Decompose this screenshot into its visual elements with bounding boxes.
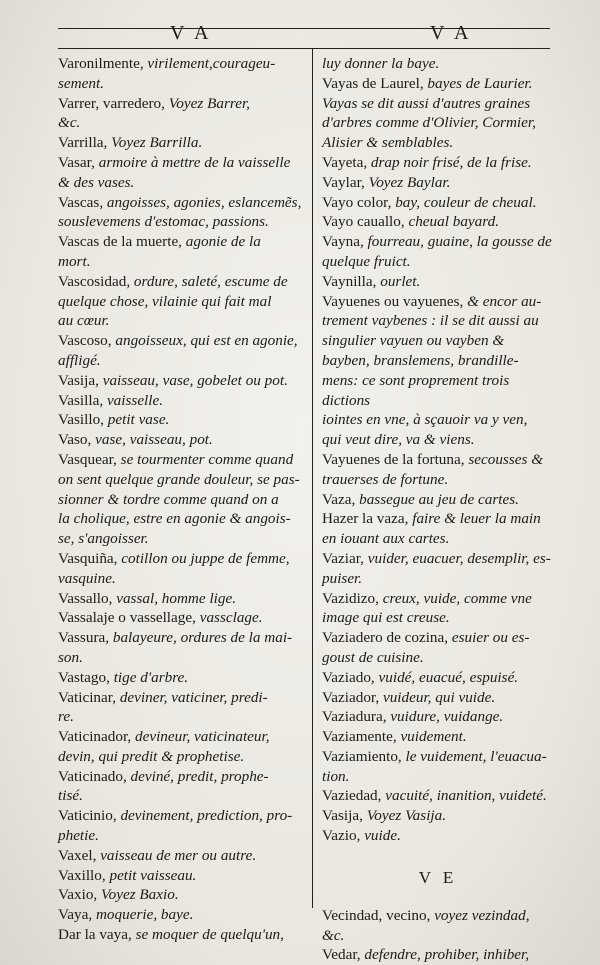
headword: Varrer, varredero, [58, 94, 165, 112]
headword: Vayas de Laurel, [322, 74, 424, 92]
definition: vuide. [360, 827, 401, 845]
dictionary-entry [322, 509, 554, 549]
definition-continued: Vayas se dit aussi d'autres graines [322, 94, 531, 112]
headword: Vazio, [322, 827, 361, 845]
definition: Voyez Barrilla. [107, 134, 203, 152]
definition: balayeure, ordures de la mai- [109, 629, 293, 647]
dictionary-entry [58, 371, 304, 391]
definition-continued: sement. [58, 74, 104, 92]
definition-continued: vasquine. [58, 569, 116, 587]
definition: petit vase. [103, 411, 170, 429]
dictionary-entry [58, 628, 304, 668]
definition: vacuité, inanition, vuideté. [381, 787, 547, 805]
dictionary-entry [322, 747, 554, 787]
definition-continued: goust de cuisine. [322, 648, 424, 666]
definition: vuider, euacuer, desemplir, es- [363, 549, 551, 567]
running-head-right: V A [430, 22, 472, 44]
dictionary-entry [322, 490, 554, 510]
dictionary-entry [322, 688, 554, 708]
dictionary-entry [322, 628, 554, 668]
headword: Vassallo, [58, 589, 113, 607]
headword: Vecindad, vecino, [322, 906, 431, 924]
dictionary-entry [322, 173, 554, 193]
headword: Vaticinado, [58, 767, 127, 785]
definition-continued: quelque chose, vilainie qui fait mal [58, 292, 272, 310]
dictionary-entry [58, 608, 304, 628]
definition-continued: quelque fruict. [322, 252, 411, 270]
dictionary-entry [322, 906, 554, 946]
definition: ourlet. [376, 272, 421, 290]
dictionary-entry [58, 846, 304, 866]
dictionary-entry [322, 272, 554, 292]
definition: agonie de la [181, 233, 261, 251]
definition: bayes de Laurier. [423, 74, 533, 92]
section-heading: V E [418, 867, 458, 887]
headword: Vasija, [322, 807, 363, 825]
definition: vase, vaisseau, pot. [91, 431, 213, 449]
definition-continued: souslevemens d'estomac, passions. [58, 213, 269, 231]
definition-continued: sionner & tordre comme quand on a [58, 490, 279, 508]
left-column [58, 54, 304, 945]
definition-continued: phetie. [58, 827, 99, 845]
dictionary-entry [58, 806, 304, 846]
dictionary-entry [58, 331, 304, 371]
headword: Vayuenes de la fortuna, [322, 450, 465, 468]
definition: deviner, vaticiner, predi- [116, 688, 268, 706]
headword: Varonilmente, [58, 55, 144, 72]
dictionary-entry [58, 866, 304, 886]
dictionary-entry [322, 153, 554, 173]
definition-continued: devin, qui predit & prophetise. [58, 747, 245, 765]
dictionary-entry [322, 945, 554, 965]
definition: Voyez Vasija. [362, 807, 447, 825]
dictionary-entry [58, 589, 304, 609]
headword: Vaziadura, [322, 708, 387, 726]
headword: Vayo color, [322, 193, 392, 211]
definition-continued: trauerses de fortune. [322, 470, 449, 488]
header-rule-bottom [58, 48, 550, 49]
definition-continued: d'arbres comme d'Olivier, Cormier, [322, 114, 536, 132]
headword: Vaza, [322, 490, 356, 508]
headword: Vaziador, [322, 688, 380, 706]
headword: Vaylar, [322, 173, 365, 191]
definition-continued: la cholique, estre en agonie & angois- [58, 510, 291, 528]
definition: bassegue au jeu de cartes. [355, 490, 519, 508]
definition-continued: qui veut dire, va & viens. [322, 431, 475, 449]
headword: Vayo cauallo, [322, 213, 405, 231]
dictionary-entry [58, 153, 304, 193]
definition: vuidement. [396, 728, 467, 746]
headword: Vaziamente, [322, 728, 397, 746]
definition-continued: re. [58, 708, 74, 726]
dictionary-entry [58, 54, 304, 94]
headword: Varrilla, [58, 134, 108, 152]
dictionary-entry [322, 589, 554, 629]
definition-continued: puiser. [322, 569, 363, 587]
definition-continued: mens: ce sont proprement trois dictions [322, 371, 510, 409]
headword: Vaziamiento, [322, 747, 402, 765]
definition: vuidure, vuidange. [386, 708, 504, 726]
dictionary-entry [58, 391, 304, 411]
definition: virilement,courageu- [143, 55, 276, 72]
headword: Vaziedad, [322, 787, 382, 805]
dictionary-entry [58, 668, 304, 688]
definition: deviné, predit, prophe- [126, 767, 269, 785]
headword: Vaxel, [58, 846, 97, 864]
headword: Vayuenes ou vayuenes, [322, 292, 464, 310]
headword: Vassalaje o vassellage, [58, 609, 196, 627]
definition: cheual bayard. [404, 213, 499, 231]
dictionary-entry [322, 74, 554, 153]
dictionary-entry [322, 193, 554, 213]
definition-continued: singulier vayuen ou vayben & [322, 332, 505, 350]
definition-continued: Alisier & semblables. [322, 134, 454, 152]
headword: Vaziar, [322, 549, 364, 567]
definition: faire & leuer la main [408, 510, 541, 528]
dictionary-entry [58, 905, 304, 925]
dictionary-entry [58, 232, 304, 272]
dictionary-entry [322, 54, 554, 74]
headword: Vedar, [322, 946, 361, 964]
headword: Vaticinio, [58, 807, 117, 825]
dictionary-entry [58, 430, 304, 450]
dictionary-entry [58, 410, 304, 430]
definition: vaisseau de mer ou autre. [96, 846, 257, 864]
headword: Vazidizo, [322, 589, 379, 607]
dictionary-entry [322, 786, 554, 806]
dictionary-entry [58, 272, 304, 331]
definition: defendre, prohiber, inhiber, [360, 946, 530, 964]
definition-continued: image qui est creuse. [322, 609, 450, 627]
dictionary-entry [322, 212, 554, 232]
dictionary-entry [58, 193, 304, 233]
definition: ordure, saleté, escume de [130, 272, 288, 290]
headword: Vasilla, [58, 391, 104, 409]
headword: Vascoso, [58, 332, 112, 350]
definition: vuideur, qui vuide. [379, 688, 496, 706]
headword: Vaxillo, [58, 866, 106, 884]
definition-continued: en iouant aux cartes. [322, 530, 450, 548]
definition: Voyez Baxio. [97, 886, 179, 904]
headword: Vayeta, [322, 153, 368, 171]
definition: tige d'arbre. [109, 668, 189, 686]
headword: Vassura, [58, 629, 110, 647]
dictionary-entry [322, 806, 554, 826]
headword: Vaziado, [322, 668, 375, 686]
definition: Voyez Barrer, [164, 94, 250, 112]
dictionary-entry [322, 727, 554, 747]
dictionary-entry [58, 727, 304, 767]
running-head-left: V A [170, 22, 212, 44]
headword: Vascas, [58, 193, 104, 211]
dictionary-entry [58, 925, 304, 945]
right-column [322, 54, 554, 965]
definition: vaisseau, vase, gobelet ou pot. [98, 371, 288, 389]
definition: devinement, prediction, pro- [116, 807, 293, 825]
definition: drap noir frisé, de la frise. [367, 153, 532, 171]
definition-continued: &c. [58, 114, 81, 132]
definition: le vuidement, l'euacua- [401, 747, 547, 765]
definition: luy donner la baye. [322, 55, 440, 72]
dictionary-entry [322, 668, 554, 688]
dictionary-entry [58, 133, 304, 153]
headword: Vascas de la muerte, [58, 233, 182, 251]
definition: se tourmenter comme quand [116, 450, 294, 468]
definition: Voyez Baylar. [364, 173, 451, 191]
definition-continued: mort. [58, 252, 91, 270]
dictionary-entry [322, 707, 554, 727]
definition: & encor au- [463, 292, 542, 310]
dictionary-entry [58, 885, 304, 905]
headword: Vasquear, [58, 450, 117, 468]
definition: esuier ou es- [448, 629, 530, 647]
definition: vaisselle. [103, 391, 164, 409]
definition: cotillon ou juppe de femme, [117, 549, 290, 567]
headword: Vaziadero de cozina, [322, 629, 449, 647]
definition: petit vaisseau. [105, 866, 197, 884]
dictionary-entry [58, 767, 304, 807]
definition-continued: affligé. [58, 351, 101, 369]
dictionary-entry [322, 450, 554, 490]
definition: creux, vuide, comme vne [378, 589, 532, 607]
definition: angoisseux, qui est en agonie, [111, 332, 298, 350]
definition: bay, couleur de cheual. [391, 193, 537, 211]
definition: se moquer de quelqu'un, [131, 926, 284, 944]
headword: Vaso, [58, 431, 92, 449]
column-divider [312, 48, 313, 908]
definition-continued: & des vases. [58, 173, 135, 191]
definition: voyez vezindad, [430, 906, 530, 924]
dictionary-entry [322, 232, 554, 272]
dictionary-entry [58, 450, 304, 549]
definition: vassclage. [195, 609, 263, 627]
definition: fourreau, guaine, la gousse de [363, 233, 552, 251]
dictionary-entry [322, 826, 554, 846]
headword: Vasar, [58, 153, 95, 171]
definition-continued: tion. [322, 767, 350, 785]
definition: vassal, homme lige. [112, 589, 237, 607]
headword: Dar la vaya, [58, 926, 132, 944]
headword: Vayna, [322, 233, 364, 251]
dictionary-entry [58, 688, 304, 728]
headword: Vasquiña, [58, 549, 118, 567]
running-header [58, 22, 550, 46]
headword: Vastago, [58, 668, 110, 686]
definition-continued: iointes en vne, à sçauoir va y ven, [322, 411, 528, 429]
headword: Vascosidad, [58, 272, 131, 290]
definition-continued: se, s'angoisser. [58, 530, 149, 548]
definition-continued: on sent quelque grande douleur, se pas- [58, 470, 300, 488]
headword: Vaticinar, [58, 688, 117, 706]
headword: Vasija, [58, 371, 99, 389]
headword: Vaynilla, [322, 272, 377, 290]
definition-continued: tisé. [58, 787, 83, 805]
definition: vuidé, euacué, espuisé. [374, 668, 519, 686]
definition: angoisses, agonies, eslancemẽs, [103, 193, 302, 211]
headword: Hazer la vaza, [322, 510, 409, 528]
dictionary-entry [58, 94, 304, 134]
definition: armoire à mettre de la vaisselle [94, 153, 291, 171]
definition-continued: bayben, branslemens, brandille- [322, 351, 519, 369]
headword: Vaticinador, [58, 728, 132, 746]
definition-continued: son. [58, 648, 83, 666]
definition-continued: &c. [322, 926, 345, 944]
dictionary-entry [322, 292, 554, 450]
definition: devineur, vaticinateur, [131, 728, 270, 746]
headword: Vaya, [58, 906, 93, 924]
headword: Vaxio, [58, 886, 98, 904]
dictionary-entry [322, 549, 554, 589]
definition: secousses & [464, 450, 544, 468]
dictionary-entry [58, 549, 304, 589]
definition: moquerie, baye. [92, 906, 194, 924]
definition-continued: trement vaybenes : il se dit aussi au [322, 312, 539, 330]
headword: Vasillo, [58, 411, 104, 429]
definition-continued: au cœur. [58, 312, 110, 330]
